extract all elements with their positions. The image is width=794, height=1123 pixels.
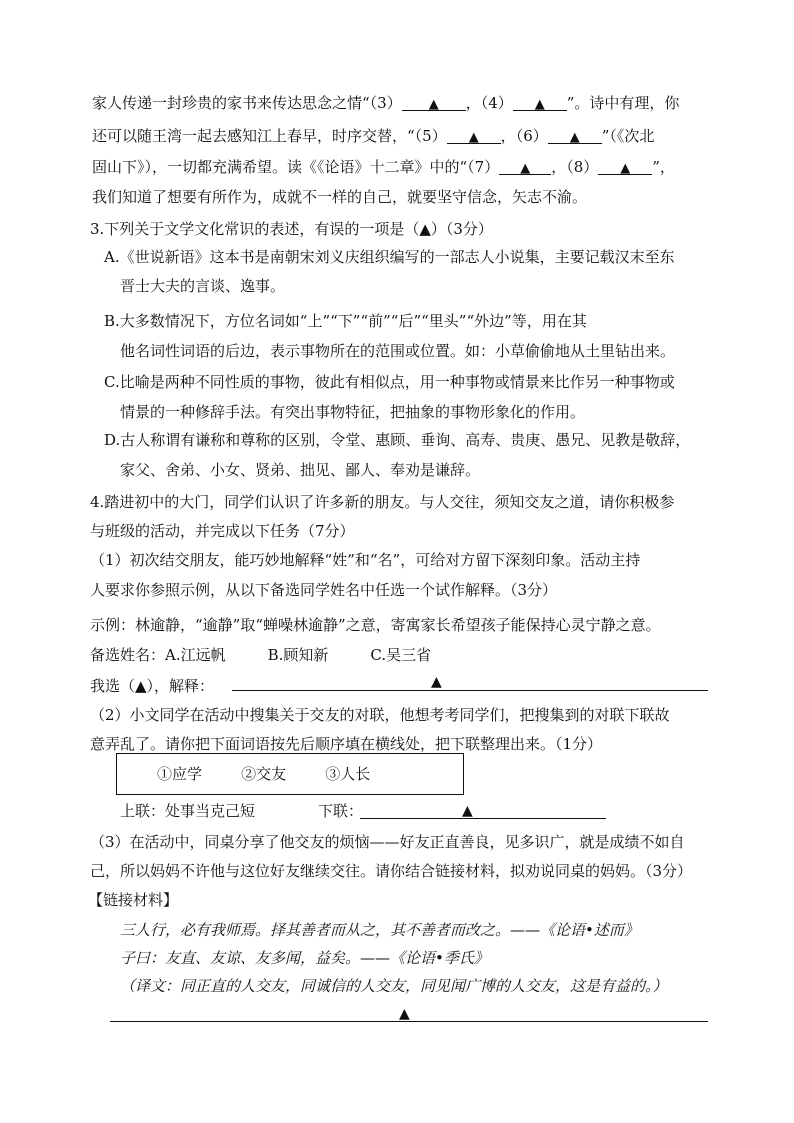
q4-part2-line-1: （2）小文同学在活动中搜集关于交友的对联，他想考考同学们，把搜集到的对联下联故 [90,706,670,724]
name-option-b[interactable]: B.顾知新 [267,646,329,664]
word-3: ③人长 [325,765,371,783]
q4-stem-line-1: 4.踏进初中的大门，同学们认识了许多新的朋友。与人交往，须知交友之道，请你积极参 [90,493,675,511]
word-1: ①应学 [157,765,203,783]
blank-5[interactable]: ▲ [447,126,501,144]
blank-7[interactable]: ▲ [499,157,551,175]
blank-6[interactable]: ▲ [548,126,602,144]
name-option-a[interactable]: A.江远帆 [165,646,226,664]
blank-8[interactable]: ▲ [598,157,652,175]
poem-fill-line-1: 家人传递一封珍贵的家书来传达思念之情“（3） ▲ ，（4） ▲ ”。诗中有理，你 [92,94,680,112]
answer-line-lower[interactable] [360,818,606,819]
blank-3[interactable]: ▲ [402,93,466,111]
answer-mark-explain: ▲ [431,674,442,690]
link-material-title: 【链接材料】 [88,891,179,909]
q3-option-a-line-2: 晋士大夫的言谈、逸事。 [120,277,286,295]
q4-part3-line-1: （3）在活动中，同桌分享了他交友的烦恼——好友正直善良，见多识广，就是成绩不如自 [90,833,685,851]
q4-choose-label: 我选（▲），解释： [90,677,215,695]
q4-part3-line-2: 己，所以妈妈不许他与这位好友继续交往。请你结合链接材料，拟劝说同桌的妈妈。（3分） [90,862,693,880]
q3-option-a-line-1: A.《世说新语》这本书是南朝宋刘义庆组织编写的一部志人小说集，主要记载汉末至东 [104,248,675,266]
quote-translation: （译文：同正直的人交友，同诚信的人交友，同见闻广博的人交友，这是有益的。） [120,977,668,995]
q3-stem: 3.下列关于文学文化常识的表述，有误的一项是（▲）（3分） [90,220,493,238]
q3-option-d-line-1: D.古人称谓有谦称和尊称的区别，令堂、惠顾、垂询、高寿、贵庚、愚兄、见教是敬辞， [104,431,691,449]
couplet-lower-label: 下联： [318,802,364,820]
q3-option-c-line-1: C.比喻是两种不同性质的事物，彼此有相似点，用一种事物或情景来比作另一种事物或 [104,373,675,391]
word-2: ②交友 [241,765,287,783]
answer-mark-lower: ▲ [462,803,473,819]
answer-mark-persuade: ▲ [399,1006,410,1022]
q3-option-c-line-2: 情景的一种修辞手法。有突出事物特征，把抽象的事物形象化的作用。 [120,403,586,421]
name-option-c[interactable]: C.吴三省 [370,646,432,664]
q4-part1-line-2: 人要求你参照示例，从以下备选同学姓名中任选一个试作解释。（3分） [90,581,558,599]
q4-candidate-names: 备选姓名：A.江远帆 B.顾知新 C.吴三省 [90,646,432,664]
q3-option-b-line-2: 他名词性词语的后边，表示事物所在的范围或位置。如：小草偷偷地从土里钻出来。 [120,342,676,360]
q3-option-b-line-1: B.大多数情况下，方位名词如“上”“下”“前”“后”“里头”“外边”等，用在其 [104,312,587,330]
quote-shu-er: 三人行，必有我师焉。择其善者而从之，其不善者而改之。——《论语•述而》 [120,921,639,939]
q3-option-d-line-2: 家父、舍弟、小女、贤弟、拙见、鄙人、奉劝是谦辞。 [120,461,481,479]
answer-line-explain[interactable] [232,690,708,691]
poem-fill-line-2: 还可以随王湾一起去感知江上春早，时序交替，“（5） ▲ ，（6） ▲ ”（《次北 [92,127,655,145]
blank-4[interactable]: ▲ [513,93,567,111]
couplet-upper: 上联：处事当克己短 [120,802,256,820]
q4-part2-line-2: 意弄乱了。请你把下面词语按先后顺序填在横线处，把下联整理出来。（1分） [90,735,603,753]
word-box [116,753,464,795]
q4-part1-line-1: （1）初次结交朋友，能巧妙地解释“姓”和“名”，可给对方留下深刻印象。活动主持 [90,551,641,569]
quote-ji-shi: 子曰：友直、友谅、友多闻，益矣。——《论语•季氏》 [120,949,489,967]
poem-fill-line-3: 固山下》），一切都充满希望。读《《论语》十二章》中的“（7） ▲ ，（8） ▲ ”， [92,158,675,176]
q4-example: 示例：林逾静，“逾静”取“蝉噪林逾静”之意，寄寓家长希望孩子能保持心灵宁静之意。 [90,616,661,634]
poem-fill-line-4: 我们知道了想要有所作为，成就不一样的自己，就要坚守信念，矢志不渝。 [92,188,588,206]
q4-stem-line-2: 与班级的活动，并完成以下任务（7分） [90,522,355,540]
